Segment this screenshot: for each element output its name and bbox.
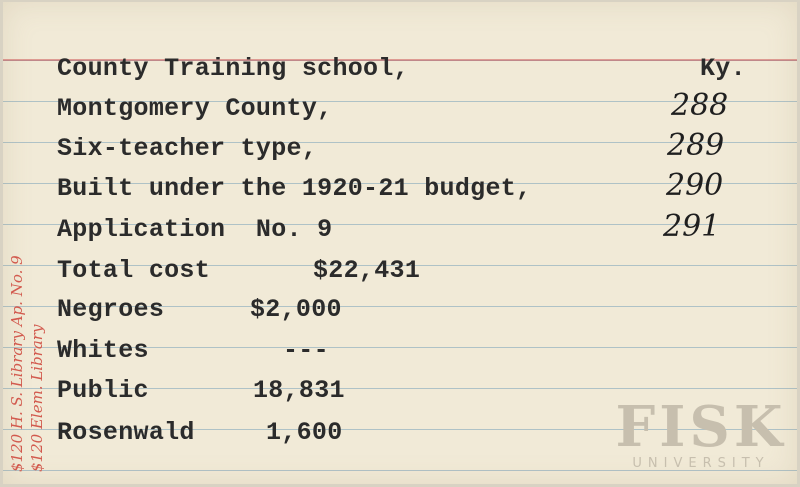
cost-value: --- bbox=[283, 336, 329, 365]
cost-value: 1,600 bbox=[266, 418, 343, 447]
margin-notes bbox=[7, 32, 47, 472]
school-type: Six-teacher type, bbox=[57, 134, 318, 163]
typed-line-2 bbox=[3, 88, 797, 124]
cost-label: Total cost bbox=[57, 256, 211, 285]
cost-value: $2,000 bbox=[250, 295, 342, 324]
cost-row-total bbox=[3, 256, 797, 286]
budget-year: Built under the 1920-21 budget, bbox=[57, 174, 532, 203]
handwritten-number-288: 288 bbox=[671, 88, 729, 123]
typed-line-4 bbox=[3, 168, 797, 204]
watermark-name: FISK bbox=[615, 394, 787, 460]
watermark-subtitle: UNIVERSITY bbox=[632, 456, 770, 471]
cost-label: Whites bbox=[57, 336, 149, 365]
cost-value: 18,831 bbox=[253, 376, 345, 405]
typed-line-1 bbox=[3, 54, 797, 84]
margin-note-library-elem: $120 Elem. Library bbox=[28, 324, 46, 472]
cost-row-whites bbox=[3, 336, 797, 366]
school-name: County Training school, bbox=[57, 54, 409, 83]
index-card bbox=[3, 2, 797, 484]
handwritten-number-290: 290 bbox=[666, 168, 724, 203]
application-number: Application No. 9 bbox=[57, 215, 333, 244]
margin-note-library-hs: $120 H. S. Library Ap. No. 9 bbox=[8, 255, 26, 472]
typed-line-3 bbox=[3, 128, 797, 164]
handwritten-number-291: 291 bbox=[663, 209, 721, 244]
county-name: Montgomery County, bbox=[57, 94, 333, 123]
typed-line-5 bbox=[3, 209, 797, 245]
cost-label: Rosenwald bbox=[57, 418, 195, 447]
cost-label: Negroes bbox=[57, 295, 165, 324]
cost-row-negroes bbox=[3, 295, 797, 325]
cost-value: $22,431 bbox=[313, 256, 421, 285]
handwritten-number-289: 289 bbox=[667, 128, 725, 163]
state-abbrev: Ky. bbox=[700, 54, 746, 83]
cost-label: Public bbox=[57, 376, 149, 405]
fisk-university-watermark bbox=[615, 394, 787, 477]
